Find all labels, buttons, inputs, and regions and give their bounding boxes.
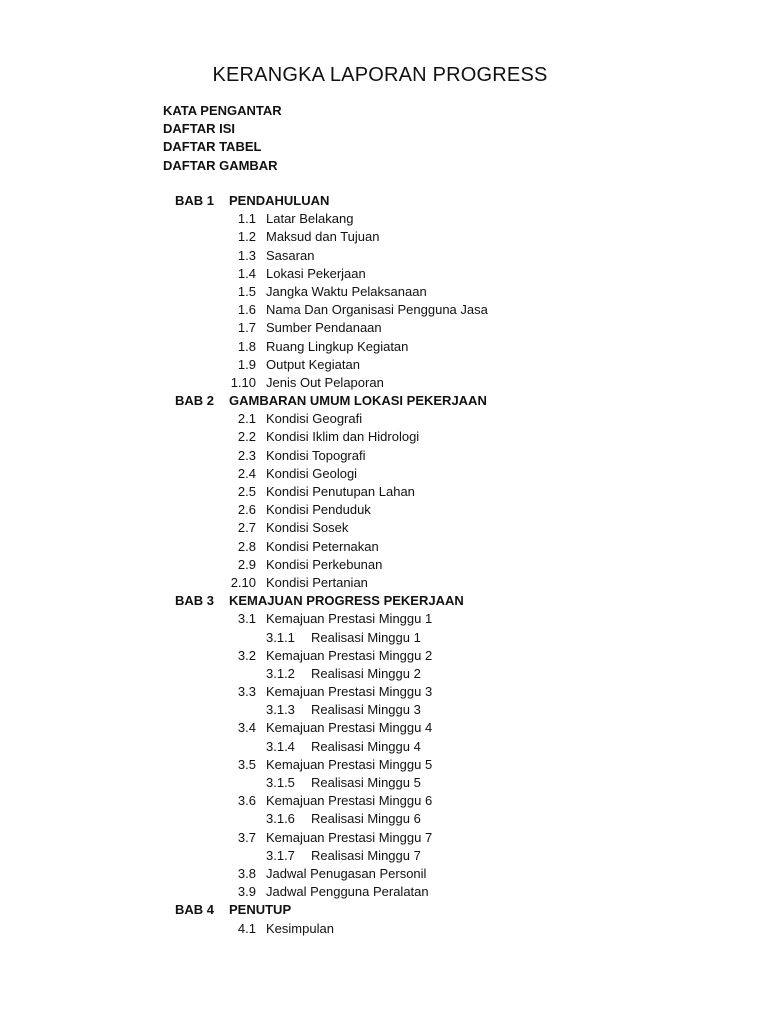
outline-text: Sumber Pendanaan [266,320,382,336]
outline-number: 4.1 [237,920,256,936]
outline-number: 3.1 [237,611,256,627]
outline-text: Realisasi Minggu 2 [311,665,421,681]
section-item [0,283,768,301]
outline-text: Ruang Lingkup Kegiatan [266,338,409,354]
section-item [0,719,768,737]
outline-number: 3.8 [237,865,256,881]
section-item [0,210,768,228]
subsection-item [0,738,768,756]
outline-number: 3.1.4 [266,738,295,754]
outline-text: GAMBARAN UMUM LOKASI PEKERJAAN [229,393,487,409]
section-item [0,883,768,901]
chapter-heading [0,192,768,210]
section-item [0,465,768,483]
section-item [0,265,768,283]
section-item [0,538,768,556]
section-item [0,338,768,356]
subsection-item [0,810,768,828]
outline-number: 2.7 [237,520,256,536]
outline-number: 1.8 [237,338,256,354]
outline-number: 3.7 [237,829,256,845]
outline-text: Kondisi Peternakan [266,538,379,554]
outline-text: Kemajuan Prestasi Minggu 4 [266,720,433,736]
subsection-item [0,629,768,647]
outline-text: Maksud dan Tujuan [266,229,380,245]
outline-text: Sasaran [266,247,315,263]
outline-text: Realisasi Minggu 3 [311,702,421,718]
outline-text: Output Kegiatan [266,356,360,372]
front-matter-list [163,102,282,175]
subsection-item [0,774,768,792]
outline-text: Kemajuan Prestasi Minggu 6 [266,793,433,809]
subsection-item [0,701,768,719]
section-item [0,647,768,665]
outline-number: 1.3 [237,247,256,263]
section-item [0,319,768,337]
front-matter-item: KATA PENGANTAR [163,103,282,118]
subsection-item [0,847,768,865]
section-item [0,920,768,938]
outline-text: Kemajuan Prestasi Minggu 7 [266,829,433,845]
outline-number: 1.4 [237,265,256,281]
outline-text: Nama Dan Organisasi Pengguna Jasa [266,302,488,318]
section-item [0,356,768,374]
section-item [0,556,768,574]
outline-number: 1.7 [237,320,256,336]
outline-text: PENDAHULUAN [229,193,330,208]
outline-text: Jangka Waktu Pelaksanaan [266,283,427,299]
section-item [0,756,768,774]
front-matter-item: DAFTAR GAMBAR [163,157,278,173]
section-item [0,410,768,428]
document-title: KERANGKA LAPORAN PROGRESS [212,64,548,86]
outline-text: Jadwal Pengguna Peralatan [266,884,429,900]
section-item [0,610,768,628]
outline-number: 1.1 [237,211,256,227]
outline-text: Jadwal Penugasan Personil [266,865,427,881]
outline-number: 2.3 [237,447,256,463]
outline-number: 3.1.5 [266,775,295,790]
section-item [0,228,768,246]
section-item [0,247,768,265]
outline-text: Kondisi Penduduk [266,502,371,518]
outline-text: Realisasi Minggu 7 [311,847,421,863]
outline-number: 1.6 [237,302,256,318]
section-item [0,829,768,847]
chapter-heading [0,901,768,919]
outline-number: 3.1.2 [266,665,295,681]
outline-text: Lokasi Pekerjaan [266,265,366,281]
outline-text: Kondisi Penutupan Lahan [266,484,415,499]
outline-number: 3.1.7 [266,847,295,863]
section-item [0,683,768,701]
outline-number: 3.4 [237,720,256,736]
outline-text: Realisasi Minggu 4 [311,738,421,754]
outline-number: 2.1 [237,411,256,427]
outline-text: Kemajuan Prestasi Minggu 1 [266,611,433,627]
outline-number: 3.6 [237,793,256,809]
outline-number: 3.9 [237,884,256,900]
section-item [0,501,768,519]
outline-number: 3.1.1 [266,629,295,645]
outline-text: Kondisi Topografi [266,447,366,463]
section-item [0,865,768,883]
chapter-heading [0,592,768,610]
outline-number: 2.9 [237,556,256,572]
section-item [0,301,768,319]
section-item [0,574,768,592]
outline-text: Realisasi Minggu 5 [311,775,421,790]
outline-number: 1.5 [237,283,256,299]
chapter-heading [0,392,768,410]
section-item [0,483,768,501]
outline-number: BAB 2 [175,393,215,409]
outline-number: 1.2 [237,229,256,245]
outline-text: Realisasi Minggu 6 [311,811,421,827]
outline-number: 1.10 [230,374,256,390]
outline-number: 2.4 [237,465,256,481]
outline-text: KEMAJUAN PROGRESS PEKERJAAN [229,593,464,609]
outline-number: 1.9 [237,356,256,372]
section-item [0,447,768,465]
outline-text: Kondisi Iklim dan Hidrologi [266,429,420,445]
outline-number: 3.1.6 [266,811,295,827]
outline-number: 3.1.3 [266,702,295,718]
outline-text: Latar Belakang [266,211,354,227]
section-item [0,374,768,392]
outline-text: PENUTUP [229,902,292,918]
outline-text: Kemajuan Prestasi Minggu 2 [266,647,433,663]
outline-number: 2.10 [230,574,256,590]
outline-text: Jenis Out Pelaporan [266,374,384,390]
outline-text: Kesimpulan [266,920,334,936]
outline-text: Kondisi Perkebunan [266,556,383,572]
section-item [0,792,768,810]
outline-text: Kondisi Geologi [266,465,358,481]
outline-number: BAB 1 [175,193,215,208]
table-of-contents [0,192,768,938]
outline-text: Kemajuan Prestasi Minggu 3 [266,684,433,700]
outline-number: 2.8 [237,538,256,554]
subsection-item [0,665,768,683]
outline-number: 2.2 [237,429,256,445]
outline-number: 2.5 [237,484,256,499]
front-matter-item: DAFTAR ISI [163,121,235,137]
outline-number: 3.3 [237,684,256,700]
outline-number: 2.6 [237,502,256,518]
outline-text: Kemajuan Prestasi Minggu 5 [266,756,433,772]
outline-text: Realisasi Minggu 1 [311,629,421,645]
section-item [0,428,768,446]
outline-number: BAB 3 [175,593,215,609]
outline-number: BAB 4 [175,902,215,918]
outline-number: 3.2 [237,647,256,663]
outline-text: Kondisi Pertanian [266,574,368,590]
front-matter-item: DAFTAR TABEL [163,139,262,155]
outline-number: 3.5 [237,756,256,772]
outline-text: Kondisi Geografi [266,411,363,427]
outline-text: Kondisi Sosek [266,520,349,536]
section-item [0,519,768,537]
